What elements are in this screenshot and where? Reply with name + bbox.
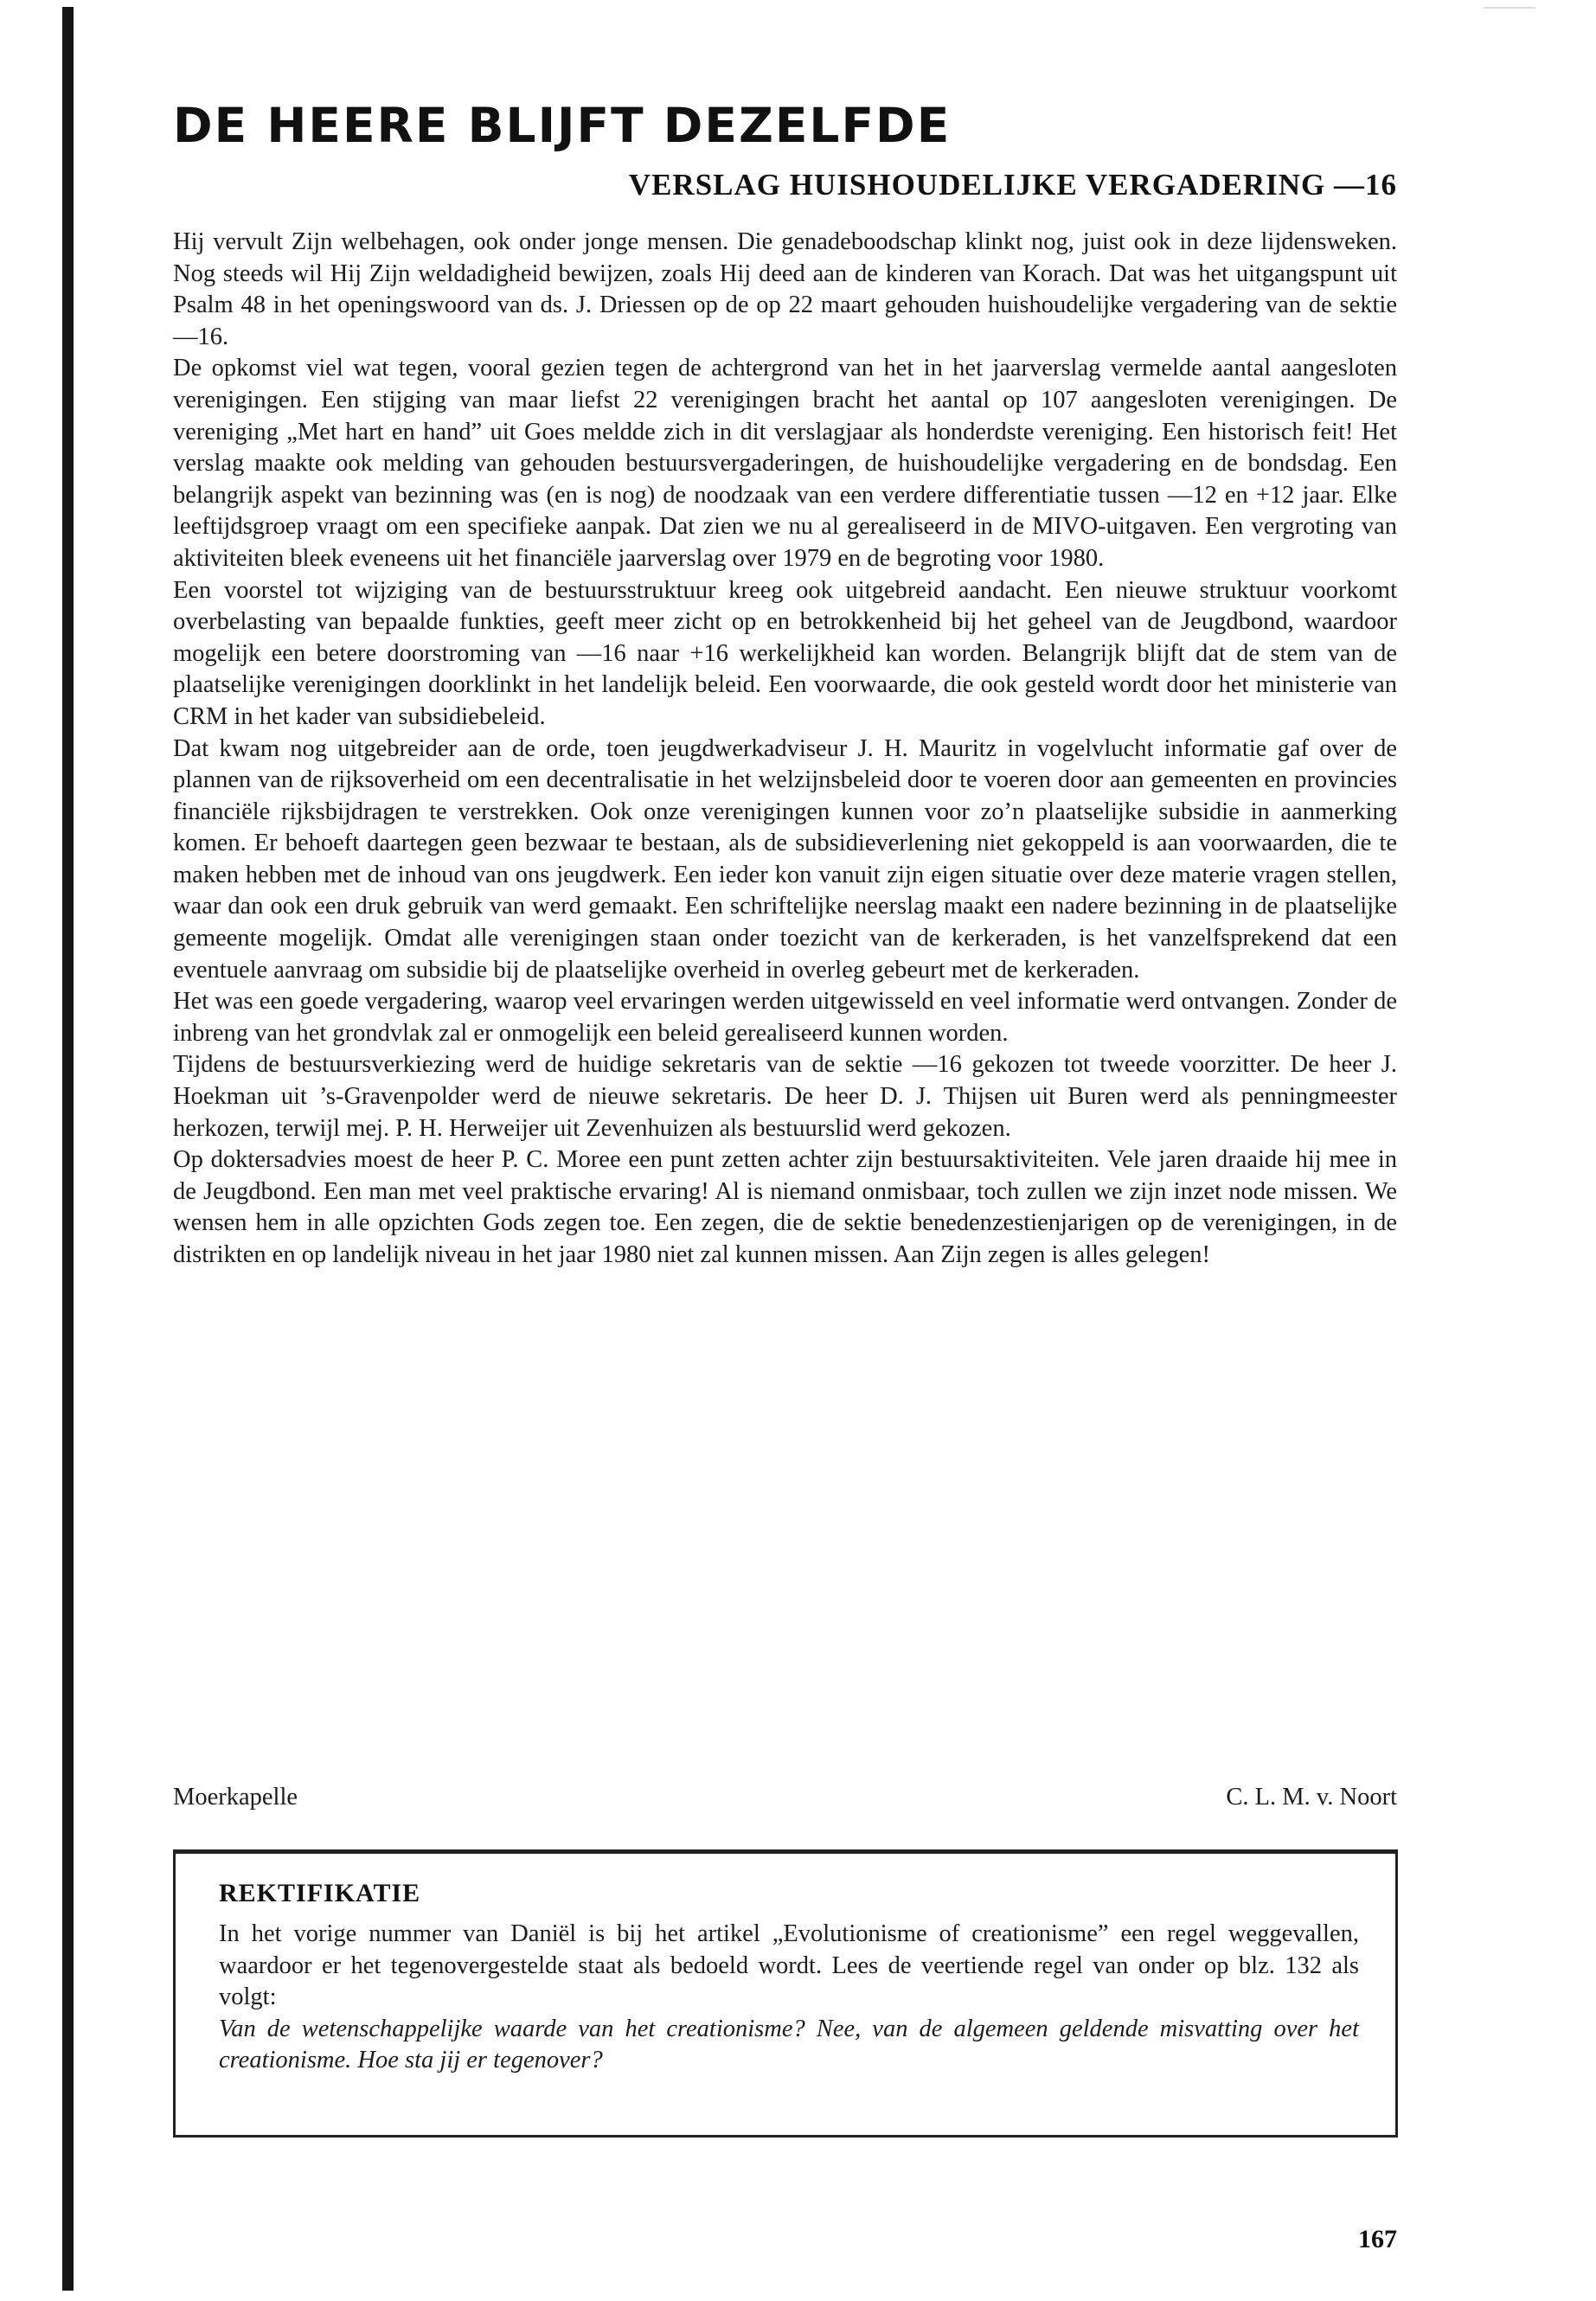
paragraph: Tijdens de bestuursverkiezing werd de huidige sekretaris van de sektie —16 gekozen tot tweede voorzitter. De heer J. Hoekman uit ’s-Gravenpolder werd de nieuwe sekretaris. De heer D. J. Thijsen uit Buren werd als penningmeester herkozen, terwijl mej. P. H. Herweijer uit Zevenhuizen als bestuurslid werd gekozen.	[173, 1051, 1397, 1142]
correction-body	[219, 1919, 1359, 2077]
headline: DE HEERE BLIJFT DEZELFDE	[173, 98, 952, 153]
correction-quote: Van de wetenschappelijke waarde van het creationisme? Nee, van de algemeen geldende misvatting over het creationisme. Hoe sta jij er tegenover?	[219, 2015, 1359, 2074]
paragraph: Op doktersadvies moest de heer P. C. Moree een punt zetten achter zijn bestuursaktiviteiten. Vele jaren draaide hij mee in de Jeugdbond. Een man met veel praktische ervaring! Al is niemand onmisbaar, toch zullen we zijn inzet node missen. We wensen hem in alle opzichten Gods zegen toe. Een zegen, die de sektie benedenzestienjarigen op de verenigingen, in de distrikten en op landelijk niveau in het jaar 1980 niet zal kunnen missen. Aan Zijn zegen is alles gelegen!	[173, 1146, 1397, 1268]
correction-title: REKTIFIKATIE	[219, 1879, 421, 1907]
correction-text: In het vorige nummer van Daniël is bij het artikel „Evolutionisme of creationisme” een regel weggevallen, waardoor er het tegenovergestelde staat als bedoeld wordt. Lees de veertiende regel van onder op blz. 132 als volgt:	[219, 1920, 1359, 2011]
scan-mark	[1484, 7, 1535, 9]
paragraph: Hij vervult Zijn welbehagen, ook onder jonge mensen. Die genadeboodschap klinkt nog, juist ook in deze lijdensweken. Nog steeds wil Hij Zijn weldadigheid bewijzen, zoals Hij deed aan de kinderen van Korach. Dat was het uitgangspunt uit Psalm 48 in het openingswoord van ds. J. Driessen op de op 22 maart gehouden huishoudelijke vergadering van de sektie —16.	[173, 228, 1397, 350]
signature	[173, 1784, 1397, 1811]
correction-box	[173, 1849, 1398, 2138]
subheadline: VERSLAG HUISHOUDELIJKE VERGADERING —16	[628, 168, 1397, 202]
margin-bar	[62, 7, 74, 2291]
paragraph: Dat kwam nog uitgebreider aan de orde, toen jeugdwerkadviseur J. H. Mauritz in vogelvlucht informatie gaf over de plannen van de rijksoverheid om een decentralisatie in het welzijnsbeleid door te voeren door aan gemeenten en provincies financiële rijksbijdragen te verstrekken. Ook onze verenigingen kunnen voor zo’n plaatselijke subsidie in aanmerking komen. Er behoeft daartegen geen bezwaar te bestaan, als de subsidieverlening niet gekoppeld is aan voorwaarden, die te maken hebben met de inhoud van ons jeugdwerk. Een ieder kon vanuit zijn eigen situatie over deze materie vragen stellen, waar dan ook een druk gebruik van werd gemaakt. Een schriftelijke neerslag maakt een nadere bezinning in de plaatselijke gemeente mogelijk. Omdat alle verenigingen staan onder toezicht van de kerkeraden, is het vanzelfsprekend dat een eventuele aanvraag om subsidie bij de plaatselijke overheid in overleg gebeurt met de kerkeraden.	[173, 734, 1397, 984]
signature-author: C. L. M. v. Noort	[1226, 1784, 1397, 1811]
paragraph: Een voorstel tot wijziging van de bestuursstruktuur kreeg ook uitgebreid aandacht. Een nieuwe struktuur voorkomt overbelasting van bepaalde funkties, geeft meer zicht op en betrokkenheid bij het geheel van de Jeugdbond, waardoor mogelijk een betere doorstroming van —16 naar +16 werkelijkheid kan worden. Belangrijk blijft dat de stem van de plaatselijke verenigingen doorklinkt in het landelijk beleid. Een voorwaarde, die ook gesteld wordt door het ministerie van CRM in het kader van subsidiebeleid.	[173, 576, 1397, 730]
article-body	[173, 227, 1397, 1272]
correction-box-top-rule	[176, 1849, 1395, 1854]
paragraph: De opkomst viel wat tegen, vooral gezien tegen de achtergrond van het in het jaarverslag vermelde aantal aangesloten verenigingen. Een stijging van maar liefst 22 verenigingen bracht het aantal op 107 aangesloten verenigingen. De vereniging „Met hart en hand” uit Goes meldde zich in dit verslagjaar als honderdste vereniging. Een historisch feit! Het verslag maakte ook melding van gehouden bestuursvergaderingen, de huishoudelijke vergadering en de bondsdag. Een belangrijk aspekt van bezinning was (en is nog) de noodzaak van een verdere differentiatie tussen —12 en +12 jaar. Elke leeftijdsgroep vraagt om een specifieke aanpak. Dat zien we nu al gerealiseerd in de MIVO-uitgaven. Een vergroting van aktiviteiten bleek eveneens uit het financiële jaarverslag over 1979 en de begroting voor 1980.	[173, 355, 1397, 572]
signature-place: Moerkapelle	[173, 1784, 298, 1811]
page-number: 167	[1358, 2225, 1397, 2253]
paragraph: Het was een goede vergadering, waarop veel ervaringen werden uitgewisseld en veel informatie werd ontvangen. Zonder de inbreng van het grondvlak zal er onmogelijk een beleid gerealiseerd kunnen worden.	[173, 988, 1397, 1047]
